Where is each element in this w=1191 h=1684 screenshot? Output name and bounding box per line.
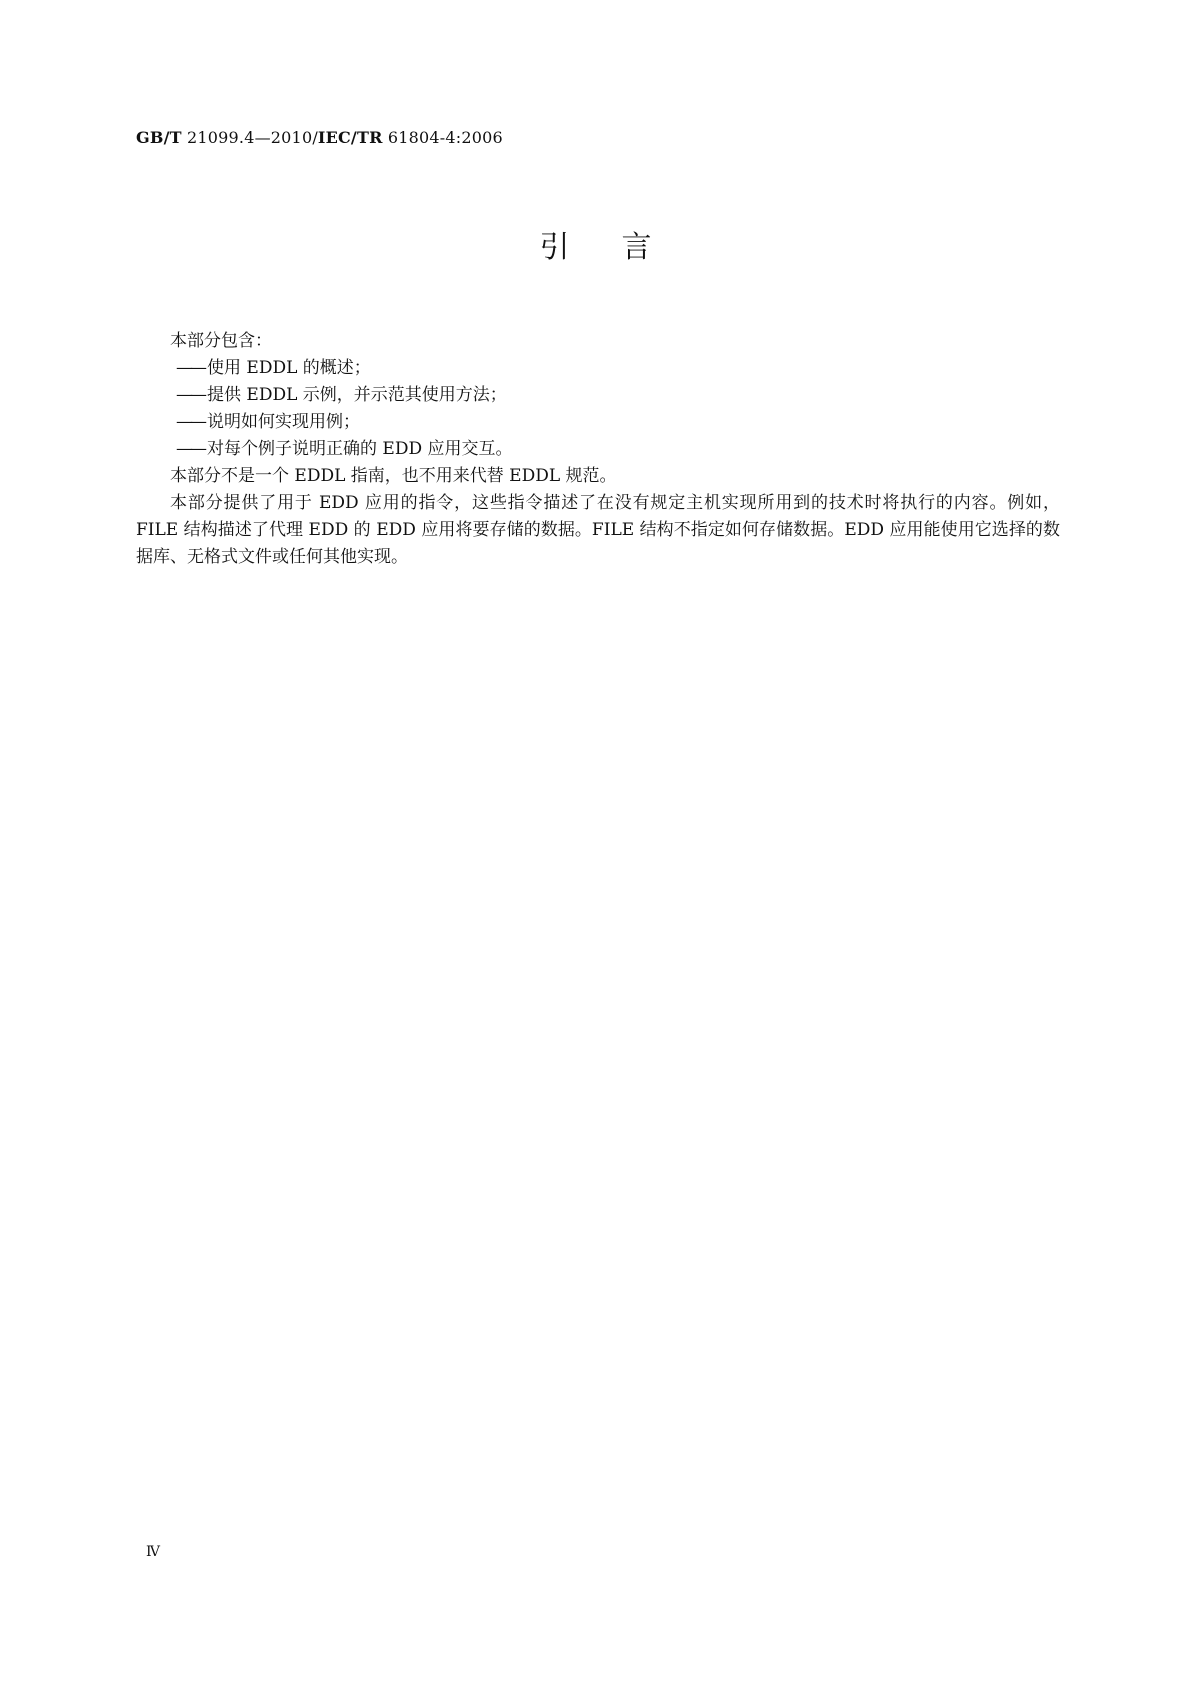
list-item [136, 409, 1060, 436]
body-text [136, 328, 1060, 571]
dash-marker: —— [176, 439, 204, 459]
list-item-text: 提供 EDDL 示例，并示范其使用方法； [207, 385, 507, 405]
iec-number: 61804-4:2006 [382, 128, 503, 147]
standard-prefix: GB/T [136, 128, 182, 147]
list-item-text: 使用 EDDL 的概述； [207, 358, 371, 378]
standard-number: 21099.4—2010/ [181, 128, 318, 147]
page-title: 引言 [539, 230, 704, 265]
list-item-text: 对每个例子说明正确的 EDD 应用交互。 [207, 439, 513, 459]
iec-prefix: IEC/TR [317, 128, 383, 147]
list-item [136, 436, 1060, 463]
paragraph: 本部分不是一个 EDDL 指南，也不用来代替 EDDL 规范。 [170, 466, 617, 486]
intro-line: 本部分包含： [170, 331, 272, 351]
dash-marker: —— [176, 358, 204, 378]
list-item [136, 382, 1060, 409]
standard-code [136, 128, 503, 148]
page-number: Ⅳ [146, 1544, 160, 1560]
dash-marker: —— [176, 385, 204, 405]
dash-marker: —— [176, 412, 204, 432]
list-item-text: 说明如何实现用例； [207, 412, 360, 432]
list-item [136, 355, 1060, 382]
paragraph: 本部分提供了用于 EDD 应用的指令，这些指令描述了在没有规定主机实现所用到的技术时将执行的内容。例如，FILE 结构描述了代理 EDD 的 EDD 应用将要存储的数据。FILE 结构不指定如何存储数据。EDD 应用能使用它选择的数据库、无格式文件或任何其他实现。 [136, 493, 1060, 567]
